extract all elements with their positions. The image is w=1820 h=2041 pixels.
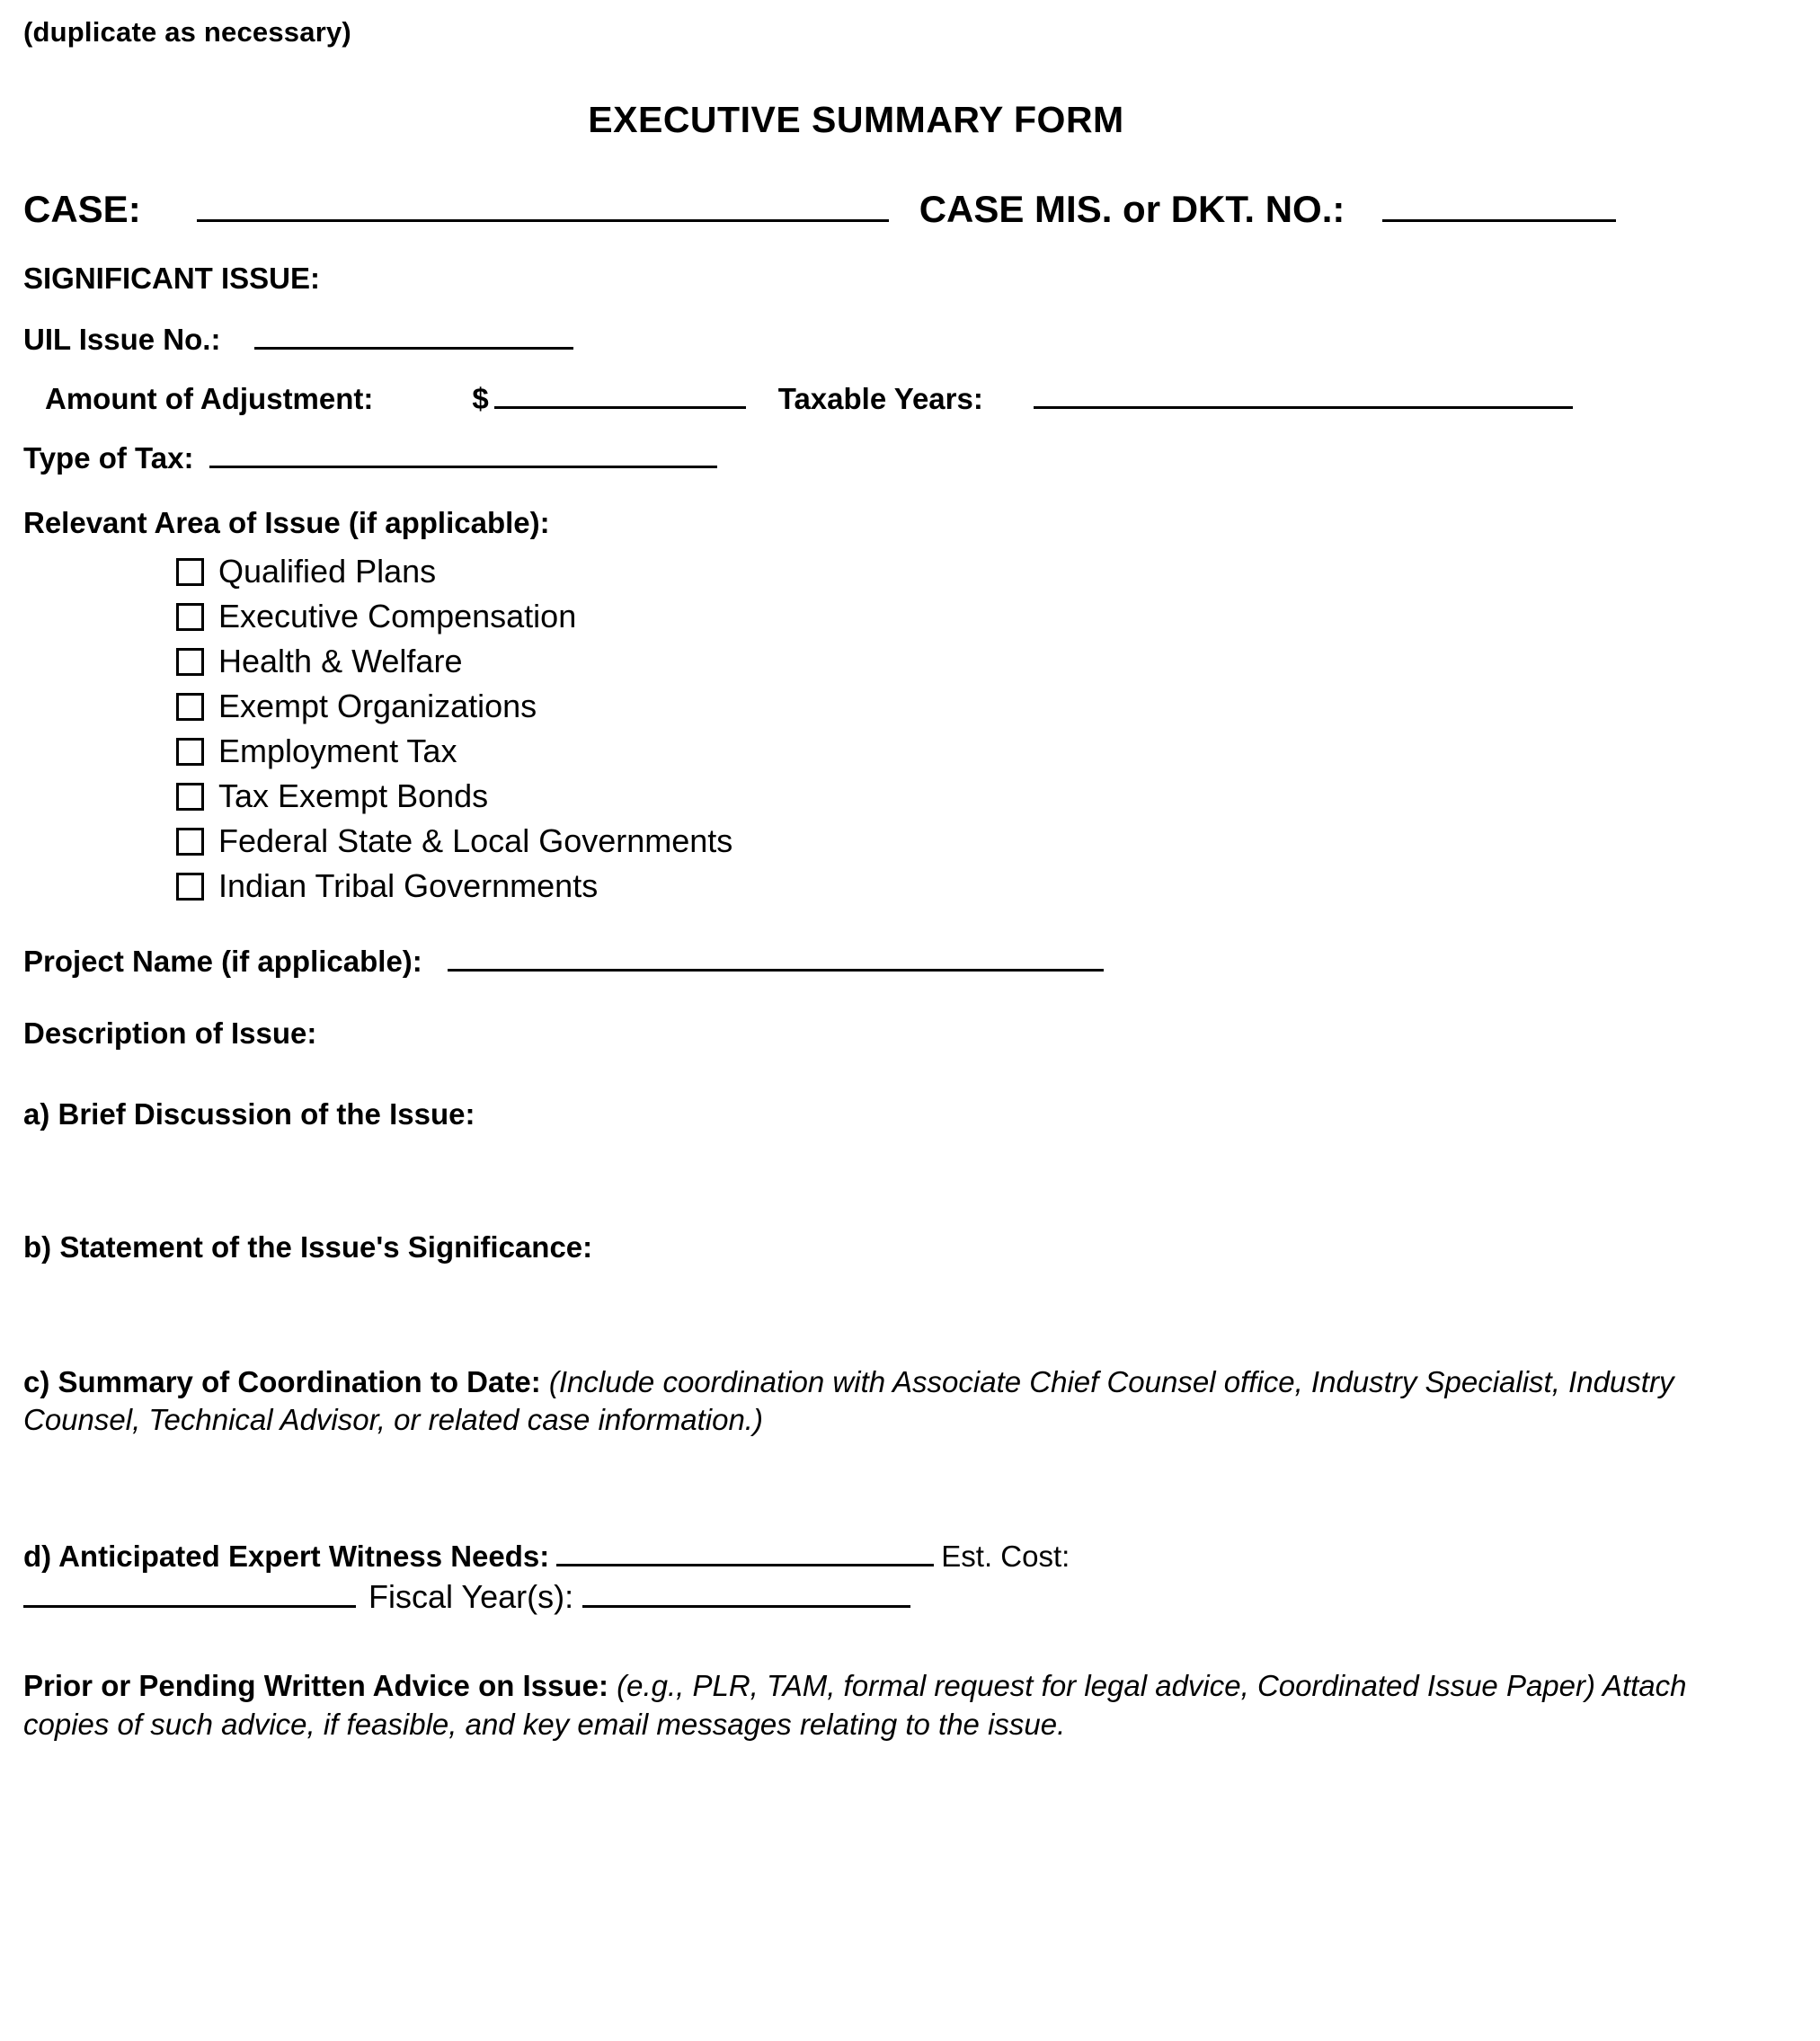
checkbox-icon[interactable] (176, 738, 204, 766)
list-item[interactable] (176, 729, 1797, 774)
checkbox-label: Federal State & Local Governments (218, 822, 733, 859)
checkbox-icon[interactable] (176, 873, 204, 901)
case-row (23, 188, 1797, 231)
amount-of-adjustment-row (23, 382, 1797, 416)
case-mis-input-line[interactable] (1382, 219, 1616, 222)
list-item[interactable] (176, 639, 1797, 684)
uil-issue-input-line[interactable] (254, 347, 573, 350)
relevant-area-label: Relevant Area of Issue (if applicable): (23, 506, 550, 539)
page-title: EXECUTIVE SUMMARY FORM (588, 99, 1124, 140)
amount-input-line[interactable] (494, 406, 746, 409)
uil-issue-row (23, 323, 1797, 357)
checkbox-label: Qualified Plans (218, 553, 437, 590)
type-of-tax-input-line[interactable] (209, 466, 717, 468)
checkbox-label: Indian Tribal Governments (218, 867, 599, 904)
list-item[interactable] (176, 549, 1797, 594)
list-item[interactable] (176, 819, 1797, 864)
item-b-label: b) Statement of the Issue's Significance: (23, 1230, 593, 1264)
item-c-block (23, 1363, 1677, 1439)
checkbox-label: Exempt Organizations (218, 688, 537, 724)
significant-issue-label: SIGNIFICANT ISSUE: (23, 262, 321, 295)
list-item[interactable] (176, 774, 1797, 819)
expert-witness-input-line[interactable] (556, 1564, 934, 1566)
item-a-label: a) Brief Discussion of the Issue: (23, 1097, 475, 1131)
checkbox-label: Employment Tax (218, 732, 457, 769)
project-name-row (23, 945, 1797, 979)
checkbox-label: Tax Exempt Bonds (218, 777, 489, 814)
item-c-note: (Include coordination with Associate Chief Counsel office, Industry Specialist, Industry Counsel, Technical Advisor, or related case information.) (23, 1365, 1674, 1437)
type-of-tax-row (23, 441, 1797, 475)
item-c-label: c) Summary of Coordination to Date: (23, 1365, 541, 1398)
case-mis-label: CASE MIS. or DKT. NO.: (919, 188, 1345, 230)
prior-advice-note: (e.g., PLR, TAM, formal request for legal advice, Coordinated Issue Paper) Attach copies of such advice, if feasible, and key email messages relating to the issue. (23, 1669, 1687, 1742)
duplicate-note: (duplicate as necessary) (23, 16, 351, 48)
project-name-input-line[interactable] (448, 969, 1104, 972)
checkbox-icon[interactable] (176, 603, 204, 631)
checkbox-icon[interactable] (176, 558, 204, 586)
case-label: CASE: (23, 188, 141, 230)
checkbox-label: Health & Welfare (218, 643, 463, 679)
est-cost-input-line[interactable] (23, 1605, 356, 1608)
uil-issue-label: UIL Issue No.: (23, 323, 221, 356)
est-cost-label: Est. Cost: (941, 1540, 1070, 1574)
checkbox-icon[interactable] (176, 828, 204, 856)
checkbox-icon[interactable] (176, 783, 204, 811)
amount-of-adjustment-label: Amount of Adjustment: (45, 382, 374, 415)
item-d-block (23, 1538, 1797, 1619)
fiscal-year-input-line[interactable] (582, 1605, 910, 1608)
checkbox-label: Executive Compensation (218, 598, 577, 634)
prior-advice-block (23, 1667, 1713, 1744)
item-d-label: d) Anticipated Expert Witness Needs: (23, 1540, 550, 1574)
dollar-sign: $ (472, 382, 489, 415)
description-of-issue-label: Description of Issue: (23, 1016, 317, 1050)
checkbox-icon[interactable] (176, 648, 204, 676)
list-item[interactable] (176, 594, 1797, 639)
fiscal-year-label: Fiscal Year(s): (368, 1578, 574, 1616)
checkbox-icon[interactable] (176, 693, 204, 721)
taxable-years-input-line[interactable] (1034, 406, 1573, 409)
type-of-tax-label: Type of Tax: (23, 441, 194, 475)
list-item[interactable] (176, 864, 1797, 909)
prior-advice-label: Prior or Pending Written Advice on Issue: (23, 1669, 608, 1703)
case-input-line[interactable] (197, 219, 889, 222)
taxable-years-label: Taxable Years: (777, 382, 983, 415)
relevant-area-checklist (23, 549, 1797, 909)
project-name-label: Project Name (if applicable): (23, 945, 422, 978)
list-item[interactable] (176, 684, 1797, 729)
